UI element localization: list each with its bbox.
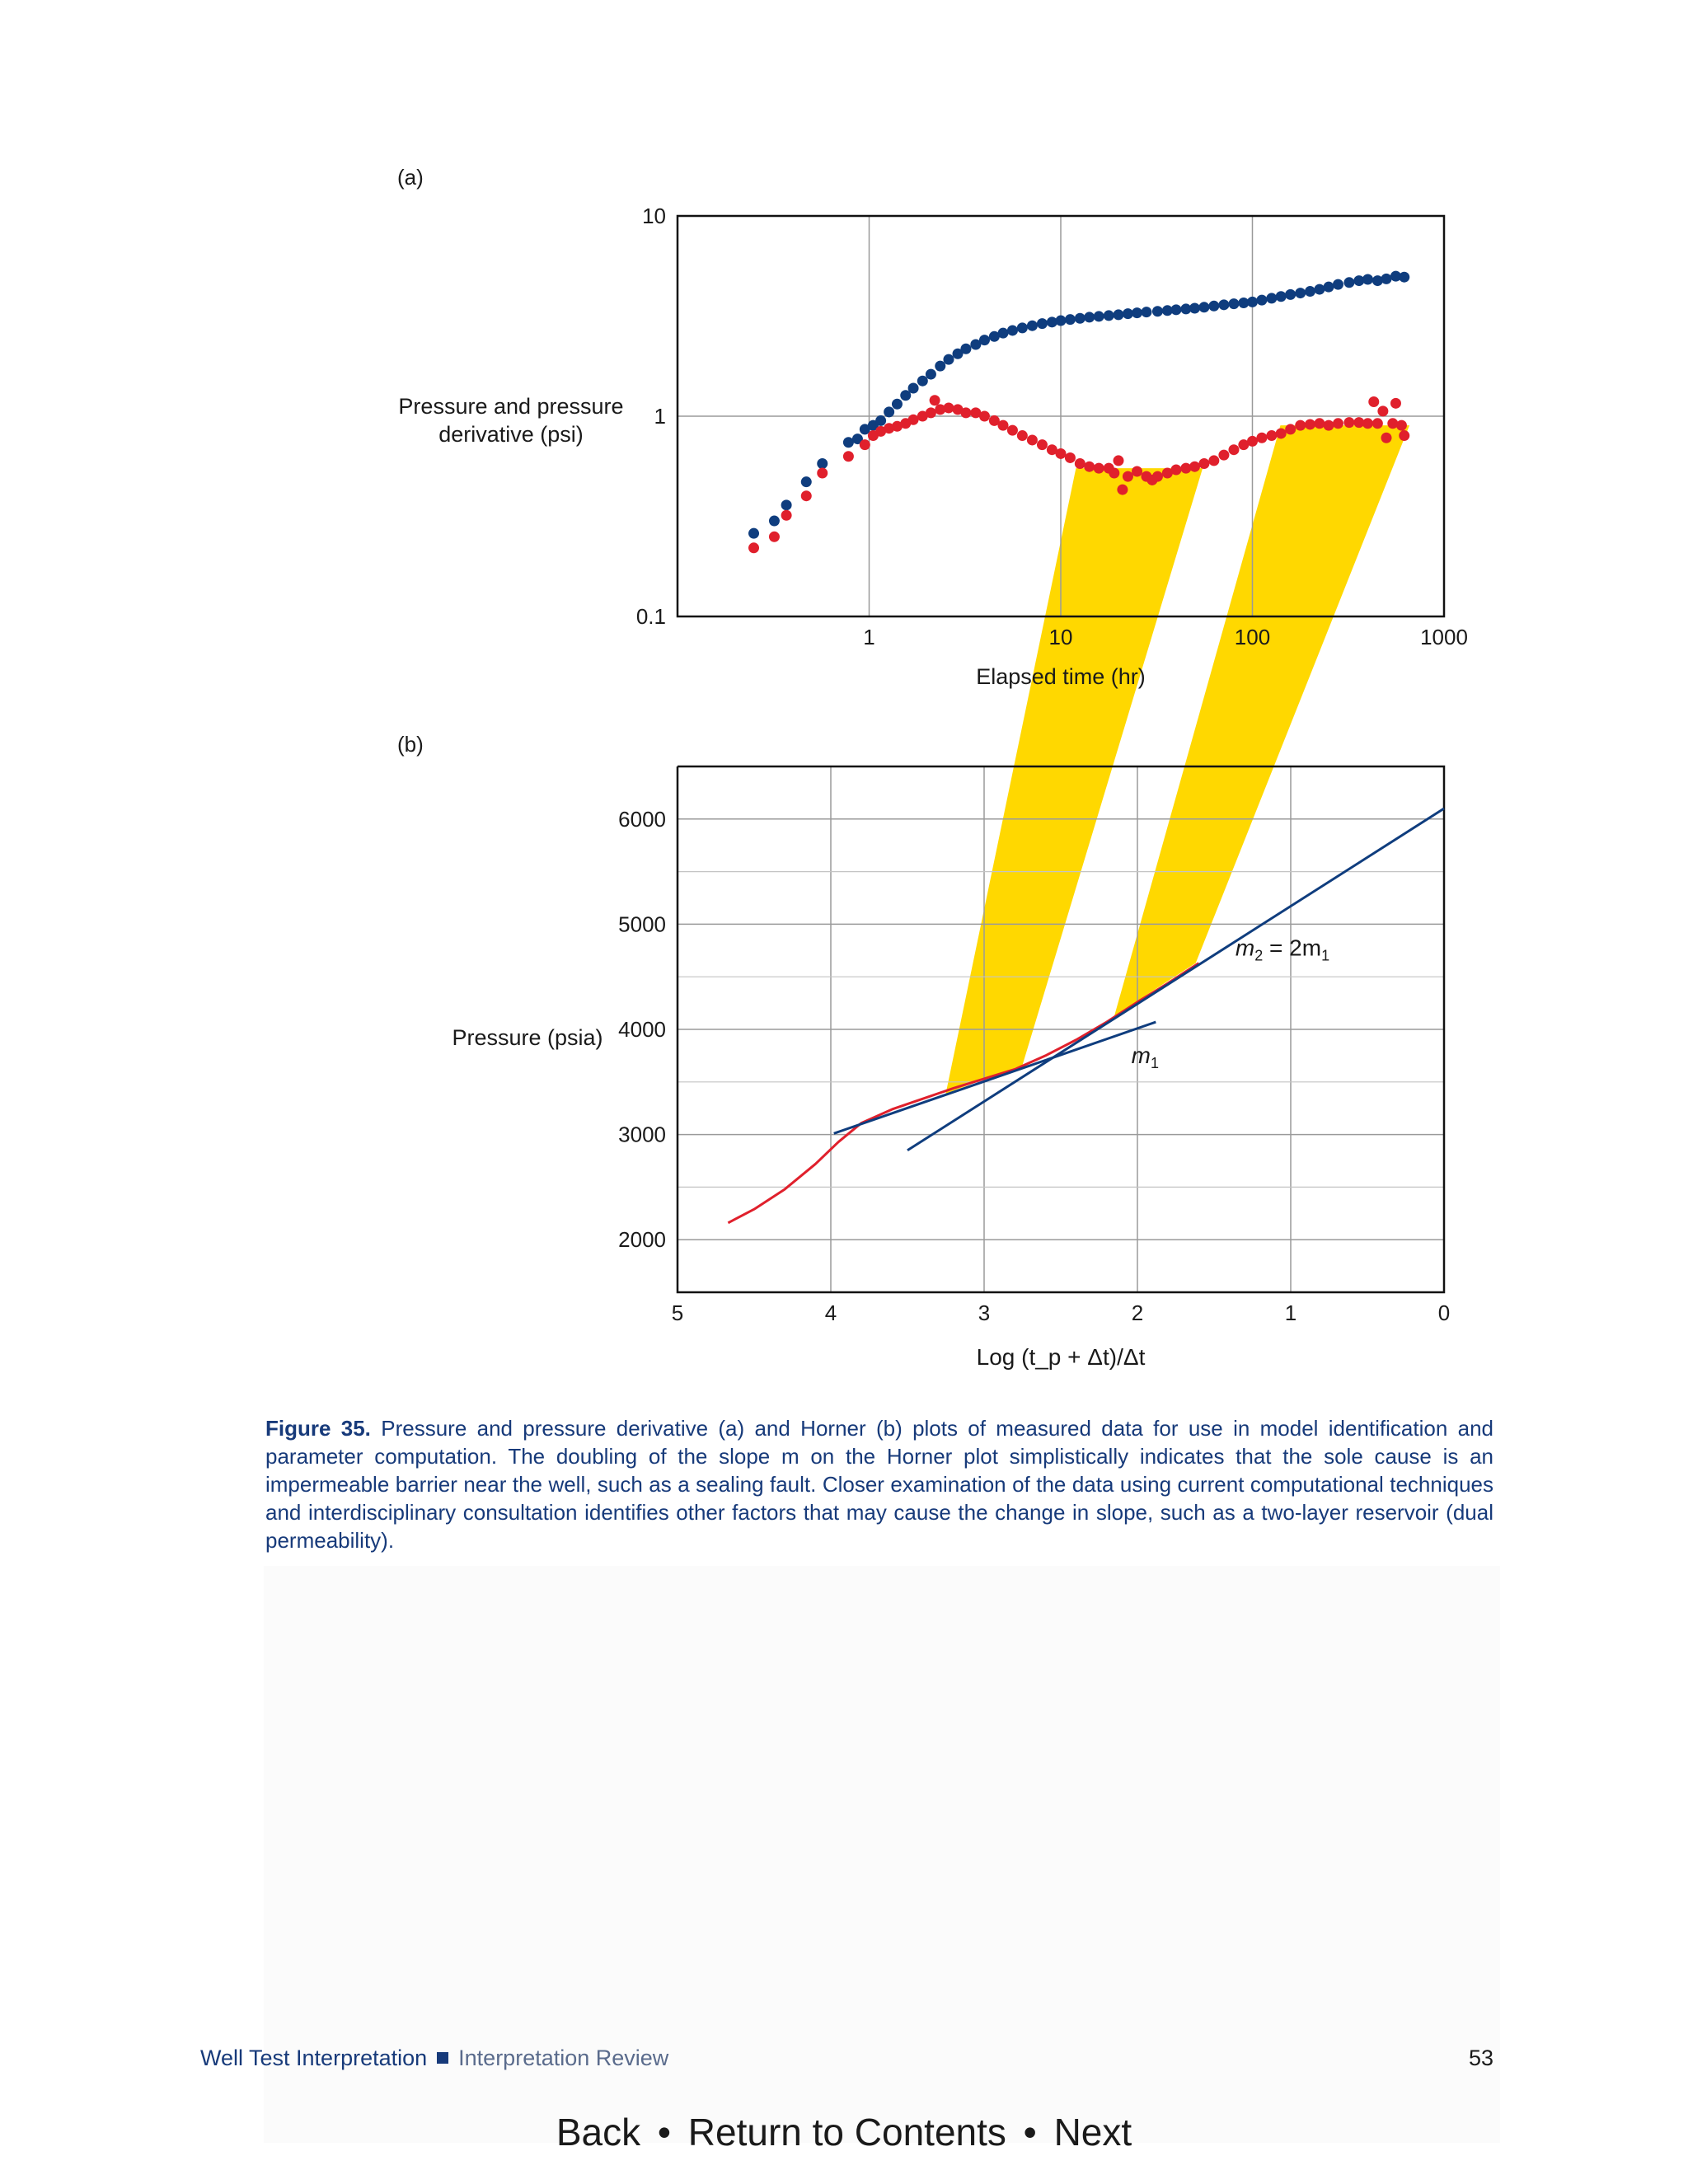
pressure-point — [1295, 288, 1306, 298]
chart-b-ytick: 3000 — [618, 1122, 666, 1147]
pressure-point — [1305, 286, 1315, 297]
pressure-point — [748, 528, 759, 539]
pressure-point — [1247, 297, 1258, 307]
pressure-point — [801, 476, 812, 487]
navigation-bar — [0, 2110, 1688, 2154]
derivative-point — [1390, 398, 1401, 409]
pressure-point — [998, 328, 1009, 339]
derivative-point — [769, 532, 780, 542]
caption-text: Pressure and pressure derivative (a) and Horner (b) plots of measured data for use in model identification and parameter computation. The doubling of the slope m on the Horner plot simplistically indicates that the sole cause is an impermeable barrier near the well, such as a sealing fault. Closer examination of the data using current computational techniques and interdisciplinary consultation identifies other factors that may cause the change in slope, such as a two-layer reservoir (dual permeability). — [265, 1416, 1493, 1553]
derivative-point — [801, 490, 812, 501]
pressure-point — [1152, 306, 1163, 316]
caption-figure-label: Figure 35. — [265, 1416, 371, 1441]
pressure-point — [1084, 312, 1095, 322]
pressure-point — [1276, 291, 1287, 302]
pressure-point — [1007, 325, 1018, 335]
chart-b-xtick: 5 — [671, 1301, 684, 1325]
pressure-point — [917, 376, 928, 387]
derivative-point — [979, 411, 990, 422]
derivative-point — [1247, 436, 1258, 447]
pressure-point — [979, 335, 990, 345]
chart-b-xtick: 2 — [1131, 1301, 1144, 1325]
derivative-point — [1123, 471, 1133, 482]
pressure-point — [884, 406, 894, 417]
derivative-point — [1305, 419, 1315, 429]
panel-a-label: (a) — [397, 165, 424, 190]
chart-b-ytick: 4000 — [618, 1017, 666, 1042]
pressure-point — [1017, 322, 1028, 333]
derivative-point — [1228, 444, 1239, 455]
chart-b-xtick: 3 — [978, 1301, 991, 1325]
derivative-point — [1037, 439, 1048, 450]
derivative-point — [1324, 420, 1334, 431]
derivative-point — [1396, 420, 1407, 431]
pressure-point — [908, 383, 919, 394]
derivative-point — [998, 420, 1009, 431]
page-number: 53 — [1468, 2046, 1493, 2070]
pressure-point — [769, 516, 780, 527]
derivative-point — [1117, 485, 1128, 495]
highlight-bands — [946, 425, 1410, 1094]
derivative-point — [1368, 396, 1379, 407]
pressure-point — [926, 369, 936, 380]
derivative-point — [1152, 471, 1163, 482]
derivative-point — [1377, 405, 1388, 416]
derivative-point — [1189, 462, 1200, 472]
derivative-point — [781, 510, 792, 521]
chart-b-ytick: 5000 — [618, 912, 666, 937]
derivative-point — [1113, 455, 1123, 466]
figure-caption — [265, 1414, 1493, 1554]
chart-a-xtick: 100 — [1234, 625, 1271, 649]
derivative-point — [1266, 430, 1277, 441]
derivative-point — [908, 415, 919, 425]
footer-title — [200, 2046, 668, 2071]
chart-b-ylabel: Pressure (psia) — [452, 1025, 603, 1050]
pressure-point — [817, 458, 828, 469]
pressure-point — [1198, 302, 1209, 312]
pressure-point — [1362, 274, 1373, 285]
pressure-point — [1228, 298, 1239, 309]
pressure-point — [1208, 301, 1219, 312]
chart-b-xtick: 0 — [1437, 1301, 1451, 1325]
derivative-point — [1094, 463, 1104, 474]
derivative-point — [1007, 425, 1018, 436]
nav-separator-2: • — [1023, 2111, 1037, 2154]
derivative-point — [1208, 455, 1219, 466]
pressure-point — [1381, 274, 1392, 284]
next-link[interactable]: Next — [1053, 2111, 1132, 2154]
pressure-point — [1037, 318, 1048, 329]
chart-a-ytick: 1 — [654, 404, 666, 429]
m2-label: $m_2 = 2m_1$ — [1235, 935, 1330, 964]
return-to-contents-link[interactable]: Return to Contents — [687, 2111, 1006, 2154]
pressure-point — [1189, 303, 1200, 314]
pressure-point — [1170, 304, 1181, 315]
derivative-point — [817, 468, 828, 479]
panel-b-label: (b) — [397, 732, 424, 757]
footer-doc-title: Well Test Interpretation — [200, 2046, 428, 2070]
derivative-point — [1056, 448, 1067, 459]
derivative-point — [1295, 420, 1306, 431]
chart-a-xtick: 1000 — [1420, 625, 1468, 649]
derivative-point — [1198, 458, 1209, 469]
derivative-point — [1285, 424, 1296, 434]
footer-section: Interpretation Review — [458, 2046, 669, 2070]
pressure-point — [1123, 308, 1133, 319]
pressure-point — [943, 354, 954, 365]
pressure-point — [1343, 277, 1354, 288]
pressure-point — [1027, 321, 1038, 331]
derivative-point — [1399, 430, 1409, 441]
m1-label: $m_1$ — [1131, 1042, 1159, 1071]
pressure-point — [960, 344, 971, 354]
pressure-point — [1314, 284, 1325, 295]
derivative-point — [1109, 468, 1119, 479]
derivative-point — [748, 542, 759, 553]
chart-a-xlabel: Elapsed time (hr) — [976, 664, 1146, 689]
chart-b-xtick: 1 — [1284, 1301, 1297, 1325]
derivative-point — [1017, 430, 1028, 441]
derivative-point — [1084, 462, 1095, 472]
pressure-point — [781, 499, 792, 510]
pressure-point — [1104, 310, 1114, 321]
pressure-point — [1256, 295, 1267, 306]
derivative-point — [1314, 418, 1325, 429]
pressure-point — [1399, 272, 1409, 283]
derivative-point — [1256, 433, 1267, 443]
pressure-point — [1324, 282, 1334, 293]
chart-b-xlabel: Log (t_p + Δt)/Δt — [976, 1344, 1146, 1370]
square-bullet-icon — [437, 2052, 448, 2064]
pressure-point — [1333, 279, 1343, 290]
chart-b-ytick: 6000 — [618, 806, 666, 832]
derivative-point — [960, 407, 971, 418]
chart-b-ytick: 2000 — [618, 1227, 666, 1253]
chart-a-ytick: 0.1 — [635, 604, 666, 629]
derivative-point — [1132, 466, 1142, 477]
derivative-point — [1276, 428, 1287, 438]
pressure-point — [1113, 309, 1123, 320]
derivative-point — [1372, 418, 1383, 429]
derivative-point — [1218, 450, 1229, 461]
derivative-point — [943, 402, 954, 413]
chart-b-xtick: 4 — [824, 1301, 837, 1325]
pressure-point — [1132, 307, 1142, 318]
derivative-point — [1170, 465, 1181, 476]
pressure-point — [1075, 313, 1085, 324]
pressure-point — [1285, 289, 1296, 300]
pressure-point — [892, 399, 903, 410]
derivative-point — [926, 407, 936, 418]
derivative-point — [1075, 458, 1085, 469]
pressure-point — [935, 361, 945, 372]
pressure-point — [875, 415, 886, 426]
derivative-point — [1381, 433, 1392, 443]
pressure-point — [1266, 293, 1277, 303]
pressure-point — [1056, 316, 1067, 326]
derivative-point — [1333, 418, 1343, 429]
derivative-point — [1027, 434, 1038, 445]
derivative-point — [930, 395, 940, 405]
nav-separator-1: • — [657, 2111, 671, 2154]
pressure-point — [1094, 311, 1104, 321]
derivative-point — [1362, 418, 1373, 429]
derivative-point — [1065, 452, 1076, 463]
chart-a-ylabel-line2: derivative (psi) — [438, 422, 584, 447]
chart-a-ylabel-line1: Pressure and pressure — [398, 394, 624, 419]
pressure-point — [1141, 307, 1151, 317]
chart-a-xtick: 1 — [863, 625, 875, 649]
pressure-point — [1218, 299, 1229, 310]
pressure-point — [1065, 314, 1076, 325]
chart-a-xtick: 10 — [1048, 625, 1073, 649]
chart-a-ytick: 10 — [642, 204, 666, 228]
back-link[interactable]: Back — [556, 2111, 641, 2154]
derivative-point — [843, 451, 854, 462]
derivative-point — [860, 439, 870, 450]
derivative-point — [1343, 417, 1354, 428]
